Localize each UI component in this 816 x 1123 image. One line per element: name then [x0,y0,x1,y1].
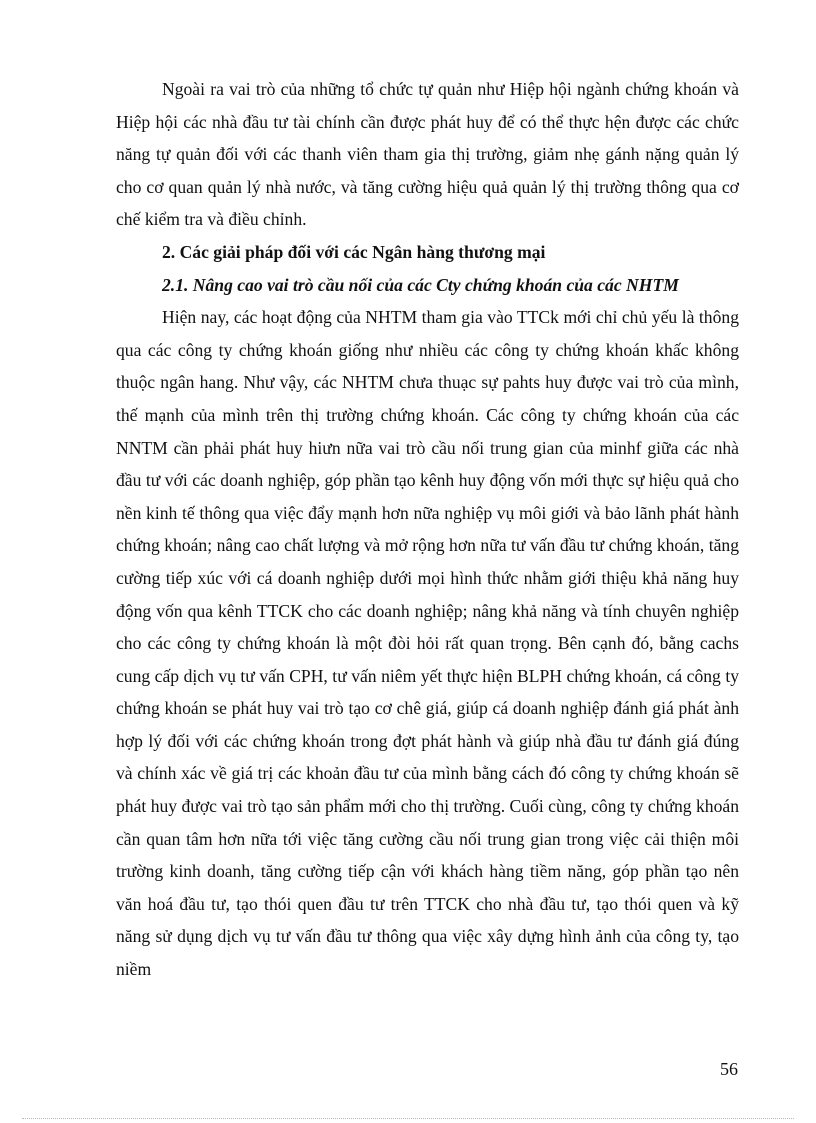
subsection-heading: 2.1. Nâng cao vai trò cầu nối của các Cty chứng khoán của các NHTM [162,274,679,295]
page-number: 56 [720,1059,738,1079]
body-paragraph: Hiện nay, các hoạt động của NHTM tham gia vào TTCk mới chỉ chủ yếu là thông qua các công ty chứng khoán giống như nhiều các công ty chứng khoán khấc không thuộc ngân hang. Như vậy, các NHTM chưa thuạc sự pahts huy được vai trò của mình, thế mạnh của mình trên thị trường chứng khoán. Các công ty chứng khoán của các NNTM cần phải phát huy hiưn nữa vai trò cầu nối trung gian của minhf giữa các nhà đầu tư với các doanh nghiệp, góp phần tạo kênh huy động vốn mới thực sự hiệu quả cho nền kinh tế thông qua việc đẩy mạnh hơn nữa nghiệp vụ môi giới và bảo lãnh phát hành chứng khoán; nâng cao chất lượng và mở rộng hơn nữa tư vấn đầu tư chứng khoán, tăng cường tiếp xúc với cá doanh nghiệp dưới mọi hình thức nhằm giới thiệu khả năng huy động vốn qua kênh TTCK cho các doanh nghiệp; nâng khả năng và tính chuyên nghiệp cho các công ty chứng khoán là một đòi hỏi rất quan trọng. Bên cạnh đó, bằng cachs cung cấp dịch vụ tư vấn CPH, tư vấn niêm yết thực hiện BLPH chứng khoán, cá công ty chứng khoán se phát huy vai trò tạo cơ chê giá, giúp cá doanh nghiệp đánh giá phát ành hợp lý đối với các chứng khoán trong đợt phát hành và giúp nhà đầu tư đánh giá đúng và chính xác về giá trị các khoản đầu tư của mình bằng cách đó công ty chứng khoán sẽ phát huy được vai trò tạo sản phẩm mới cho thị trường. Cuối cùng, công ty chứng khoán cần quan tâm hơn nữa tới việc tăng cường cầu nối trung gian trong việc cải thiện môi trường kinh doanh, tăng cường tiếp cận với khách hàng tiềm năng, góp phần tạo nên văn hoá đầu tư, tạo thói quen đầu tư trên TTCK cho nhà đầu tư, tạo thói quen và kỹ năng sử dụng dịch vụ tư vấn đầu tư thông qua việc xây dựng hình ảnh của công ty, tạo niềm [116,307,739,980]
section-heading: 2. Các giải pháp đối với các Ngân hàng thương mại [162,241,546,262]
page-bottom-divider [22,1118,794,1119]
intro-paragraph: Ngoài ra vai trò của những tổ chức tự quản như Hiệp hội ngành chứng khoán và Hiệp hội các nhà đầu tư tài chính cần được phát huy để có thể thực hện được các chức năng tự quản đối với các thanh viên tham gia thị trường, giảm nhẹ gánh nặng quản lý cho cơ quan quản lý nhà nước, và tăng cường hiệu quả quản lý thị trường thông qua cơ chế kiểm tra và điều chỉnh. [116,79,739,230]
page-content [116,73,739,986]
